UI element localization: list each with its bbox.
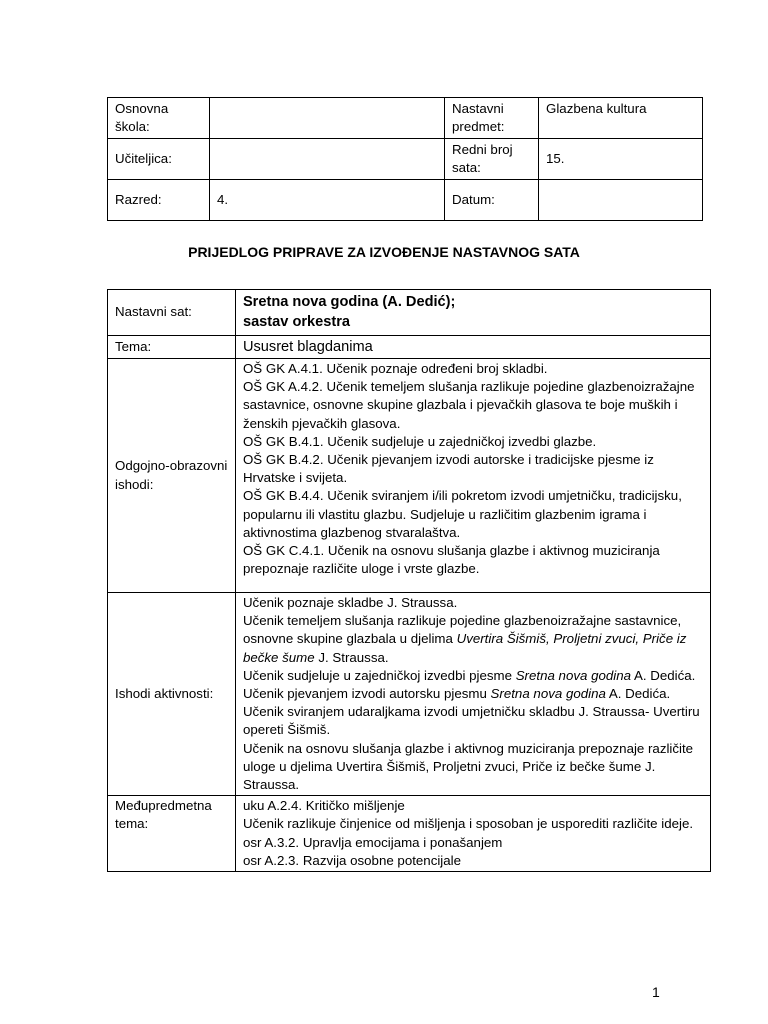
lesson-title-line-2: sastav orkestra bbox=[242, 314, 351, 330]
lesson-label: Nastavni sat: bbox=[108, 290, 236, 336]
cross-item: Učenik razlikuje činjenice od mišljenja i sposoban je usporediti različite ideje. bbox=[242, 816, 694, 832]
lesson-title bbox=[235, 290, 710, 336]
theme-row bbox=[108, 336, 711, 359]
teacher-value bbox=[210, 139, 445, 180]
lesson-title-line-1: Sretna nova godina (A. Dedić); bbox=[242, 294, 456, 310]
header-table bbox=[107, 97, 703, 221]
song-title: Sretna nova godina bbox=[490, 686, 606, 702]
grade-value: 4. bbox=[210, 180, 445, 221]
outcome-item: OŠ GK B.4.1. Učenik sudjeluje u zajedničkoj izvedbi glazbe. bbox=[242, 433, 597, 449]
cross-item: uku A.2.4. Kritičko mišljenje bbox=[242, 798, 405, 814]
subject-value: Glazbena kultura bbox=[539, 98, 703, 139]
cross-item: osr A.3.2. Upravlja emocijama i ponašanjem bbox=[242, 834, 503, 850]
outcome-item: OŠ GK B.4.4. Učenik sviranjem i/ili pokretom izvodi umjetničku, tradicijsku, popularnu ili vlastitu glazbu. Sudjeluje u različitim glazbenim igrama i aktivnostima glazbenog stvaralaštva. bbox=[242, 488, 682, 540]
date-value bbox=[539, 180, 703, 221]
activity-text: Učenik pjevanjem izvodi autorsku pjesmu bbox=[242, 686, 491, 702]
activity-text: Učenik temeljem slušanja razlikuje pojedine glazbenoizražajne sastavnice, osnovne skupine glazbala u djelima bbox=[242, 613, 682, 647]
activity-item: Učenik poznaje skladbe J. Straussa. bbox=[242, 595, 458, 610]
activity-item bbox=[243, 685, 703, 703]
document-title: PRIJEDLOG PRIPRAVE ZA IZVOĐENJE NASTAVNOG SATA bbox=[188, 244, 580, 260]
subject-label: Nastavni predmet: bbox=[445, 98, 539, 139]
school-label: Osnovna škola: bbox=[108, 98, 210, 139]
outcomes-list bbox=[235, 359, 710, 593]
activity-text: A. Dedića. bbox=[605, 686, 671, 702]
lesson-row bbox=[108, 290, 711, 336]
outcome-item: OŠ GK C.4.1. Učenik na osnovu slušanja glazbe i aktivnog muziciranja prepoznaje različite uloge i vrste glazbe. bbox=[242, 543, 660, 577]
song-title: Sretna nova godina bbox=[515, 667, 632, 683]
activity-row bbox=[108, 593, 711, 796]
outcomes-row bbox=[108, 359, 711, 593]
cross-label: Međupredmetna tema: bbox=[108, 796, 236, 872]
work-titles: Uvertira Šišmiš, Proljetni zvuci, Priče iz bečke šume bbox=[242, 631, 687, 665]
activity-item: Učenik sviranjem udaraljkama izvodi umjetničku skladbu J. Straussa- Uvertiru opereti Šišmiš. bbox=[242, 704, 700, 738]
outcome-item: OŠ GK A.4.2. Učenik temeljem slušanja razlikuje pojedine glazbenoizražajne sastavnice, osnovne skupine glazbala i pjevačkih glasova te boje muških i ženskih pjevačkih glasova. bbox=[242, 379, 695, 431]
grade-label: Razred: bbox=[108, 180, 210, 221]
activity-text: Učenik sudjeluje u zajedničkoj izvedbi pjesme bbox=[242, 667, 516, 683]
date-label: Datum: bbox=[445, 180, 539, 221]
cross-item: osr A.2.3. Razvija osobne potencijale bbox=[242, 852, 462, 868]
lesson-no-value: 15. bbox=[539, 139, 703, 180]
activity-text: J. Straussa. bbox=[314, 649, 389, 665]
outcome-item: OŠ GK A.4.1. Učenik poznaje određeni broj skladbi. bbox=[242, 361, 548, 376]
cross-list bbox=[235, 796, 710, 872]
activity-item bbox=[243, 612, 703, 667]
activity-item: Učenik na osnovu slušanja glazbe i aktivnog muziciranja prepoznaje različite uloge u djelima Uvertira Šišmiš, Proljetni zvuci, Priče iz bečke šume J. Straussa. bbox=[242, 740, 694, 793]
cross-curricular-row bbox=[108, 796, 711, 872]
school-value bbox=[210, 98, 445, 139]
theme-label: Tema: bbox=[108, 336, 236, 359]
activity-item bbox=[243, 667, 703, 685]
outcomes-label: Odgojno-obrazovni ishodi: bbox=[108, 359, 236, 593]
page-number: 1 bbox=[652, 984, 660, 1000]
teacher-label: Učiteljica: bbox=[108, 139, 210, 180]
lesson-no-label: Redni broj sata: bbox=[445, 139, 539, 180]
activity-text: A. Dedića. bbox=[631, 667, 696, 683]
activity-label: Ishodi aktivnosti: bbox=[108, 593, 236, 796]
lesson-table bbox=[107, 289, 711, 872]
theme-value: Ususret blagdanima bbox=[235, 336, 710, 359]
outcome-item: OŠ GK B.4.2. Učenik pjevanjem izvodi autorske i tradicijske pjesme iz Hrvatske i svijeta. bbox=[242, 452, 654, 486]
activity-list bbox=[235, 593, 710, 796]
